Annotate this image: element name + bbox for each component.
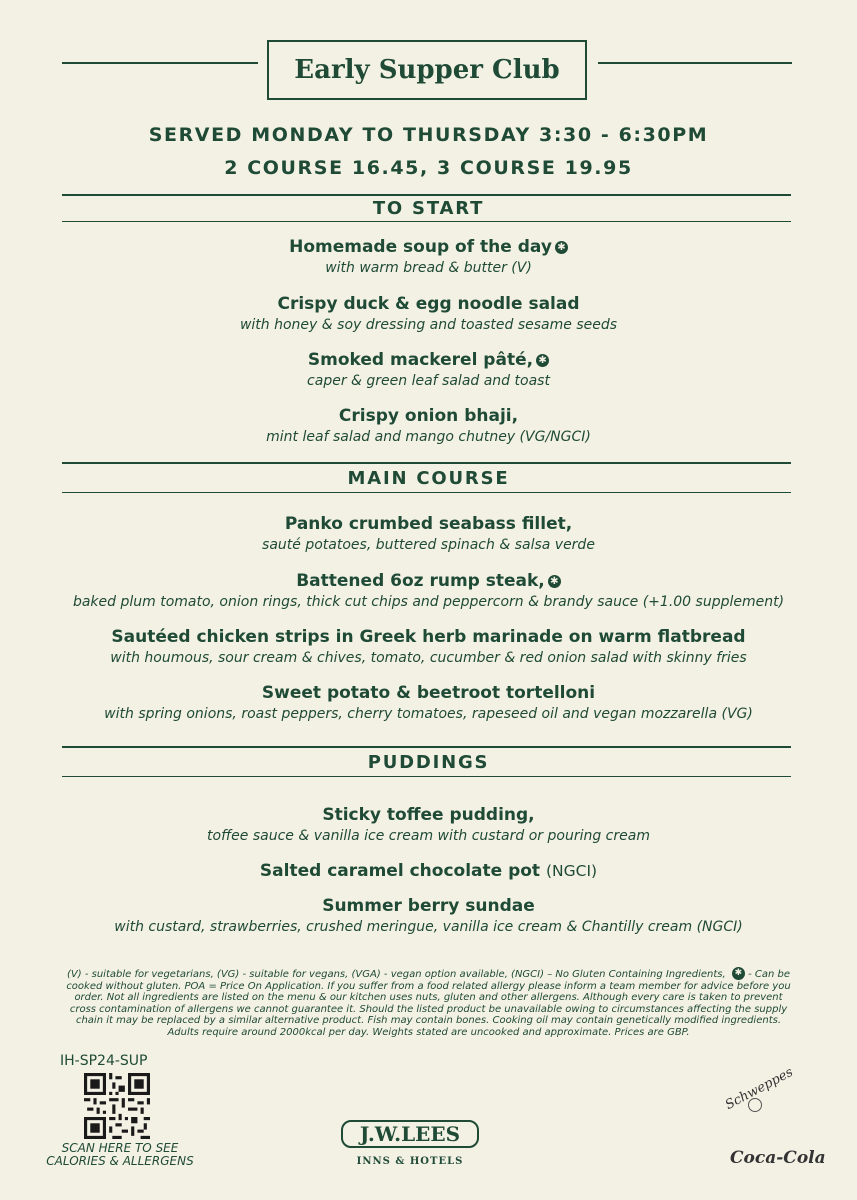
gluten-free-option-icon: ✱ <box>732 967 745 980</box>
menu-item <box>0 570 857 612</box>
dish-description: with custard, strawberries, crushed meringue, vanilla ice cream & Chantilly cream (NGCI) <box>114 919 743 935</box>
section-heading-main: MAIN COURSE <box>347 468 510 489</box>
dish-description: with houmous, sour cream & chives, tomato, cucumber & red onion salad with skinny fries <box>110 650 747 666</box>
title-rule-right <box>598 62 792 64</box>
dish-description: with spring onions, roast peppers, cherry tomatoes, rapeseed oil and vegan mozzarella (VG) <box>104 706 753 722</box>
qr-code-icon[interactable] <box>84 1073 150 1139</box>
menu-item <box>0 293 857 335</box>
title-rule-left <box>62 62 258 64</box>
dish-description: sauté potatoes, buttered spinach & salsa verde <box>262 537 595 553</box>
jw-lees-logo: J.W.LEES <box>341 1120 479 1148</box>
section-heading-puddings: PUDDINGS <box>367 752 490 773</box>
dish-name: Homemade soup of the day <box>289 237 552 257</box>
dish-name: Salted caramel chocolate pot <box>259 861 541 881</box>
dish-name: Crispy duck & egg noodle salad <box>277 294 580 314</box>
dish-allergen-tag: (NGCI) <box>545 862 598 880</box>
dish-name: Battened 6oz rump steak, <box>296 571 545 591</box>
menu-code: IH-SP24-SUP <box>60 1053 148 1069</box>
allergen-disclaimer <box>60 967 797 1038</box>
dish-name: Smoked mackerel pâté, <box>307 350 534 370</box>
section-rule-bottom <box>62 492 791 493</box>
menu-item <box>0 349 857 391</box>
title-banner <box>0 40 857 102</box>
scan-line: CALORIES & ALLERGENS <box>46 1154 194 1168</box>
dish-description: toffee sauce & vanilla ice cream with custard or pouring cream <box>207 828 650 844</box>
section-rule-bottom <box>62 221 791 222</box>
gluten-free-option-icon: ✱ <box>536 354 549 367</box>
menu-item <box>0 236 857 278</box>
dish-description: baked plum tomato, onion rings, thick cut chips and peppercorn & brandy sauce (+1.00 supplement) <box>72 594 785 610</box>
menu-item <box>0 513 857 555</box>
menu-item <box>0 626 857 668</box>
dish-name: Crispy onion bhaji, <box>338 406 519 426</box>
dish-description: caper & green leaf salad and toast <box>307 373 550 389</box>
gluten-free-option-icon: ✱ <box>555 241 568 254</box>
section-heading-start: TO START <box>372 198 485 219</box>
dish-description: with warm bread & butter (V) <box>325 260 532 276</box>
menu-item <box>0 682 857 724</box>
schweppes-logo: Schweppes <box>722 1064 796 1113</box>
served-times: SERVED MONDAY TO THURSDAY 3:30 - 6:30PM <box>148 124 709 146</box>
dish-name: Sautéed chicken strips in Greek herb marinade on warm flatbread <box>111 627 746 647</box>
section-rule-bottom <box>62 776 791 777</box>
menu-item <box>0 804 857 846</box>
scan-line: SCAN HERE TO SEE <box>61 1141 179 1155</box>
gluten-free-option-icon: ✱ <box>548 575 561 588</box>
menu-item <box>0 860 857 882</box>
disclaimer-text: - Can be cooked without gluten. POA = Price On Application. If you suffer from a food related allergy please inform a team member for advice before you order. Not all ingredients are listed on the menu & our kitchen uses nuts, gluten and other allergens. Although every care is taken to prevent cross contamination of allergens we cannot guarantee it. Should the listed product be unavailable owing to circumstances affecting the supply chain it may be replaced by a similar alternative product. Fish may contain bones. Cooking oil may contain genetically modified ingredients. Adults require around 2000kcal per day. Weights stated are uncooked and approximate. Prices are GBP. <box>66 969 791 1038</box>
scan-instructions <box>40 1142 200 1168</box>
dish-name: Sweet potato & beetroot tortelloni <box>261 683 596 703</box>
section-rule-top <box>62 746 791 748</box>
dish-name: Sticky toffee pudding, <box>322 805 535 825</box>
section-rule-top <box>62 462 791 464</box>
dish-name: Panko crumbed seabass fillet, <box>284 514 573 534</box>
dish-description: mint leaf salad and mango chutney (VG/NGCI) <box>266 429 591 445</box>
jw-lees-tagline: INNS & HOTELS <box>356 1156 464 1167</box>
course-prices: 2 COURSE 16.45, 3 COURSE 19.95 <box>224 157 633 179</box>
menu-item <box>0 895 857 937</box>
dish-description: with honey & soy dressing and toasted sesame seeds <box>239 317 618 333</box>
page-title: Early Supper Club <box>267 40 587 100</box>
menu-item <box>0 405 857 447</box>
disclaimer-text: (V) - suitable for vegetarians, (VG) - suitable for vegans, (VGA) - vegan option available, (NGCI) – No Gluten Containing Ingredients, <box>67 969 726 980</box>
dish-name: Summer berry sundae <box>322 896 535 916</box>
section-rule-top <box>62 194 791 196</box>
coca-cola-logo: Coca-Cola <box>730 1148 826 1168</box>
